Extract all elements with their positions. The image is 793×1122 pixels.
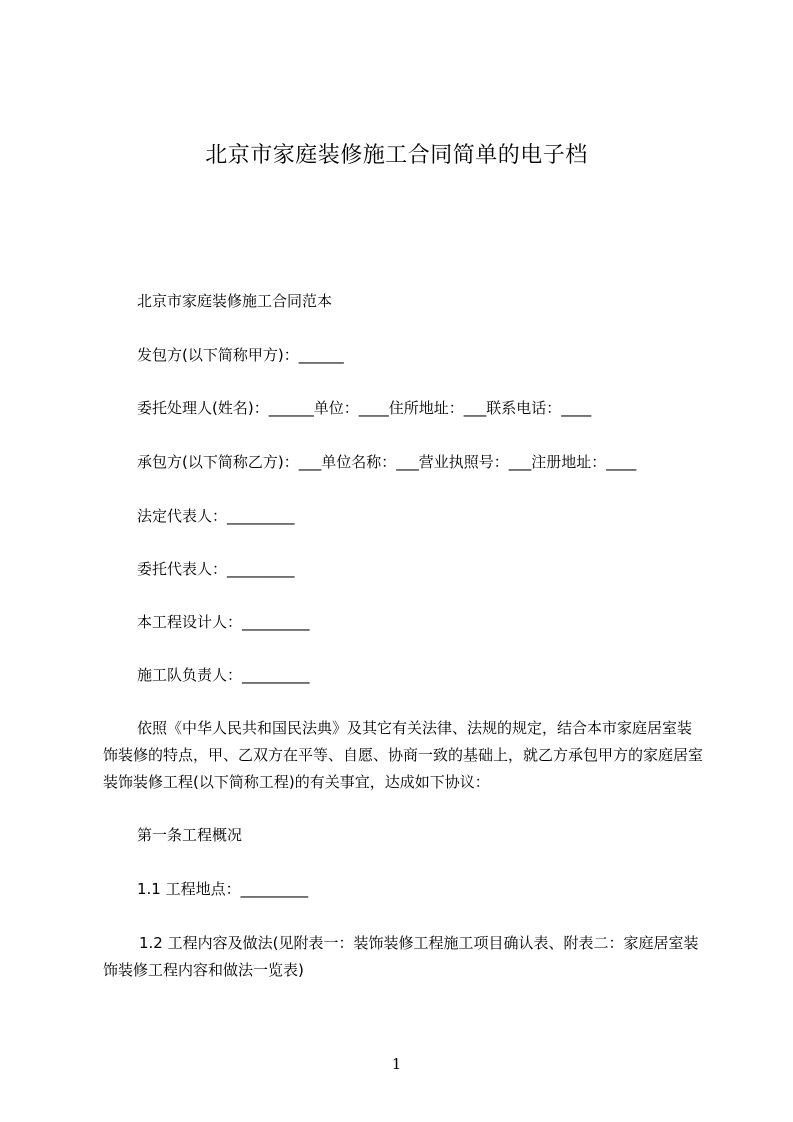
contractor-line: 承包方(以下简称乙方)：___单位名称：___营业执照号：___注册地址：____ xyxy=(137,453,637,471)
article-1-heading: 第一条工程概况 xyxy=(137,826,243,844)
item-1-2: 1.2 工程内容及做法(见附表一：装饰装修工程施工项目确认表、附表二：家庭居室装饰装修工程内容和做法一览表) xyxy=(103,934,699,979)
employer-line: 发包方(以下简称甲方)：______ xyxy=(137,346,344,364)
contract-subtitle: 北京市家庭装修施工合同范本 xyxy=(137,292,333,310)
page-number: 1 xyxy=(391,1055,402,1073)
designer-line: 本工程设计人：_________ xyxy=(137,613,310,631)
team-leader-line: 施工队负责人：_________ xyxy=(137,666,310,684)
document-title: 北京市家庭装修施工合同简单的电子档 xyxy=(205,143,588,168)
item-1-1: 1.1 工程地点：_________ xyxy=(137,880,309,898)
agent-line: 委托处理人(姓名)：______单位：____住所地址：___联系电话：____ xyxy=(137,399,592,417)
preamble-paragraph: 依照《中华人民共和国民法典》及其它有关法律、法规的规定，结合本市家庭居室装饰装修的特点，甲、乙双方在平等、自愿、协商一致的基础上，就乙方承包甲方的家庭居室装饰装修工程(以下简称工程)的有关事宜，达成如下协议： xyxy=(103,719,704,791)
legal-representative-line: 法定代表人：_________ xyxy=(137,507,295,525)
entrusted-representative-line: 委托代表人：_________ xyxy=(137,560,295,578)
